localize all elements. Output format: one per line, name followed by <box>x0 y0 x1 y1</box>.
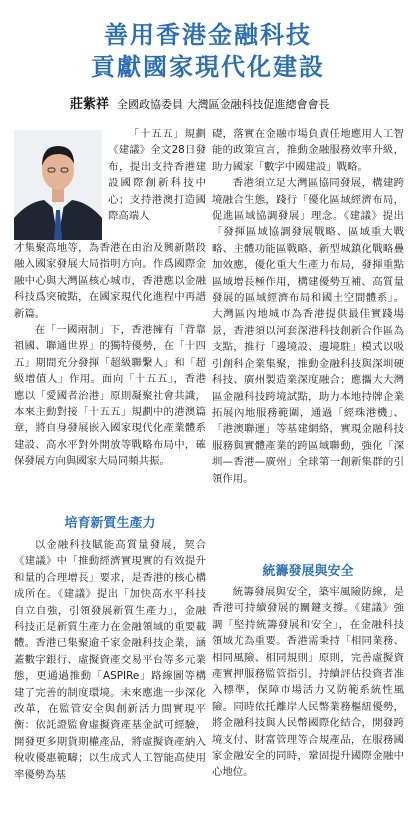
article-right-column-lower <box>212 584 404 781</box>
headline-line-1: 善用香港金融科技 <box>104 21 312 49</box>
article-left-column <box>14 240 206 470</box>
article-intro-top <box>108 126 206 224</box>
author-affiliation: 全國政協委員 大灣區金融科技促進總會會長 <box>117 98 330 111</box>
intro-rest-text: 才集聚高地等，為香港在由治及興新階段融入國家發展大局指明方向。作爲國際金融中心與大灣區核心城市，香港應以金融科技爲突破點，在國家現代化進程中再譜新篇。 <box>14 242 206 320</box>
right-paragraph-1: 礎，落實在金融市場負責任地應用人工智能的政策宣言，推動金融服務效率升級，助力國家「數字中國建設」戰略。 <box>212 128 404 173</box>
paragraph-3: 以金融科技賦能高質量發展，契合《建議》中「推動經濟實現實的有效提升和量的合理增長」要求，是香港的核心構成所在。《建議》提出「加快高水平科技自立自強，引領發展新質生產力」，金融科技正是新質生產力在金融領域的重要載體。香港已集聚逾千家金融科技企業，涵蓋數字銀行、虛擬資產交易平台等多元業態，更通過推動「ASPIRe」路線圖等構建了完善的制度環境。未來應進一步深化改革，在監管安全與創新活力間實現平衡：依託證監會虛擬資產基金試可經驗，開發更多期貨期權產品，將虛擬資產納入稅收優惠範疇；以生成式人工智能高使用率優勢為基 <box>14 539 206 781</box>
headline-line-2: 貢獻國家現代化建設 <box>91 53 325 81</box>
intro-top-text: 「十五五」規劃《建議》全文28日發布，提出支持香港建設國際創新科技中心；支持港澳打造國際高端人 <box>108 128 206 223</box>
author-name: 莊紫祥 <box>70 97 110 112</box>
subheading-1: 培育新質生產力 <box>64 516 156 531</box>
right-paragraph-2: 香港須立足大灣區協同發展，構建跨境融合生態，踐行「優化區域經濟布局，促進區域協調發展」理念。《建議》提出「發揮區域協調發展戰略、區域重大戰略、主體功能區戰略、新型城鎮化戰略疊加效應，優化重大生產力布局，發揮重點區域增長極作用，構建優勢互補、高質量發展的區域經濟布局和國土空間體系」。大灣區內地城市為香港提供最佳實踐場景，香港須以河套深港科技創新合作區為支點，推行「邊境設、邊境駐」模式以吸引創科企業集聚，推動金融科技與深圳硬科技、廣州製造業深度融合；應攜大大灣區金融科技跨境試點，助力本地持牌企業拓展內地服務範圍，通過「經珠港機」、「港澳聯運」等基建網絡，實現金融科技服務與實體產業的跨區域聯動，強化「深圳—香港—廣州」全球第一創新集群的引領作用。 <box>212 177 404 485</box>
author-photo <box>14 130 102 240</box>
paragraph-2: 在「一國兩制」下，香港擁有「背靠祖國、聯通世界」的獨特優勢，在「十四五」期間充分發揮「超級聯繫人」和「超級增值人」作用。面向「十五五」，香港應以「愛國者治港」原則凝聚社會共識，本來主動對接「十五五」規劃中的港澳篇章，將自身發展嵌入國家現代化產業體系建設、高水平對外開放等戰略布局中，確保發展方向與國家大局同頻共振。 <box>14 324 206 468</box>
article-left-column-lower <box>14 537 206 783</box>
byline <box>70 93 330 112</box>
right-paragraph-3: 統籌發展與安全，築牢風險防線，是香港可持續發展的關鍵支撐。《建議》強調「堅持統籌發展和安全」，在金融科技領域尤為重要。香港需秉持「相同業務、相同風險、相同規則」原則，完善虛擬資產實押服務監管指引，持續評估投資者准入標準，保障市場活力又防範系統性風險。同時依托離岸人民幣業務樞紐優勢，將金融科技與人民幣國際化結合，開發跨境支付、財富管理等合規產品，在服務國家金融安全的同時，鞏固提升國際金融中心地位。 <box>212 586 404 779</box>
subheading-2: 統籌發展與安全 <box>262 564 354 579</box>
portrait-image <box>14 130 102 240</box>
article-right-column <box>212 126 404 487</box>
